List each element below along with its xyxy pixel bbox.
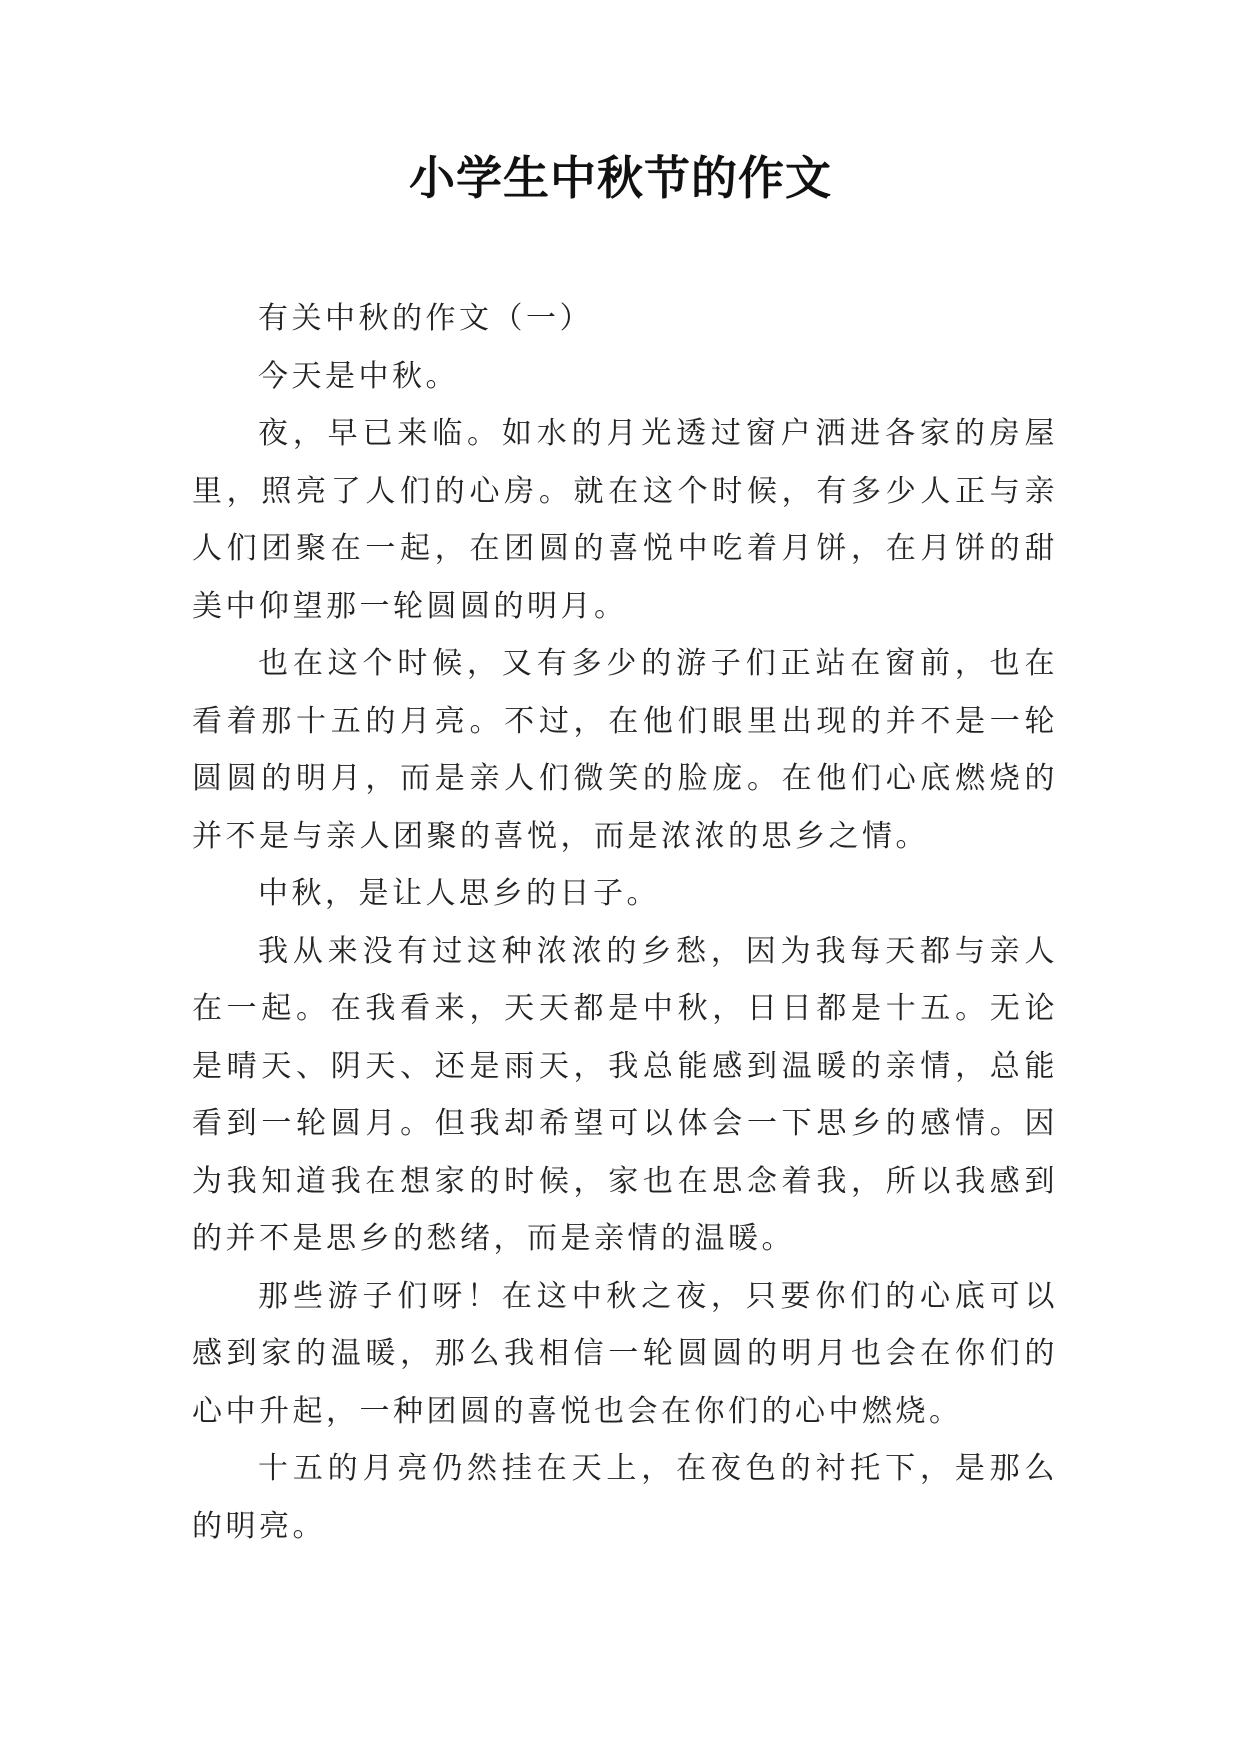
paragraph: 今天是中秋。 xyxy=(258,358,459,394)
page-title: 小学生中秋节的作文 xyxy=(409,151,832,205)
paragraph: 也在这个时候，又有多少的游子们正站在窗前，也在看着那十五的月亮。不过，在他们眼里出现的并不是一轮圆圆的明月，而是亲人们微笑的脸庞。在他们心底燃烧的并不是与亲人团聚的喜悦，而是浓浓的思乡之情。 xyxy=(192,646,1058,854)
paragraph: 那些游子们呀！在这中秋之夜，只要你们的心底可以感到家的温暖，那么我相信一轮圆圆的明月也会在你们的心中升起，一种团圆的喜悦也会在你们的心中燃烧。 xyxy=(192,1278,1058,1429)
paragraph: 夜，早已来临。如水的月光透过窗户洒进各家的房屋里，照亮了人们的心房。就在这个时候，有多少人正与亲人们团聚在一起，在团圆的喜悦中吃着月饼，在月饼的甜美中仰望那一轮圆圆的明月。 xyxy=(192,416,1058,624)
paragraph: 十五的月亮仍然挂在天上，在夜色的衬托下，是那么的明亮。 xyxy=(192,1451,1058,1544)
essay-subtitle: 有关中秋的作文（一） xyxy=(258,301,593,336)
paragraph: 我从来没有过这种浓浓的乡愁，因为我每天都与亲人在一起。在我看来，天天都是中秋，日日都是十五。无论是晴天、阴天、还是雨天，我总能感到温暖的亲情，总能看到一轮圆月。但我却希望可以体会一下思乡的感情。因为我知道我在想家的时候，家也在思念着我，所以我感到的并不是思乡的愁绪，而是亲情的温暖。 xyxy=(192,933,1058,1256)
paragraph: 中秋，是让人思乡的日子。 xyxy=(258,876,660,911)
essay-body xyxy=(192,290,1058,1555)
